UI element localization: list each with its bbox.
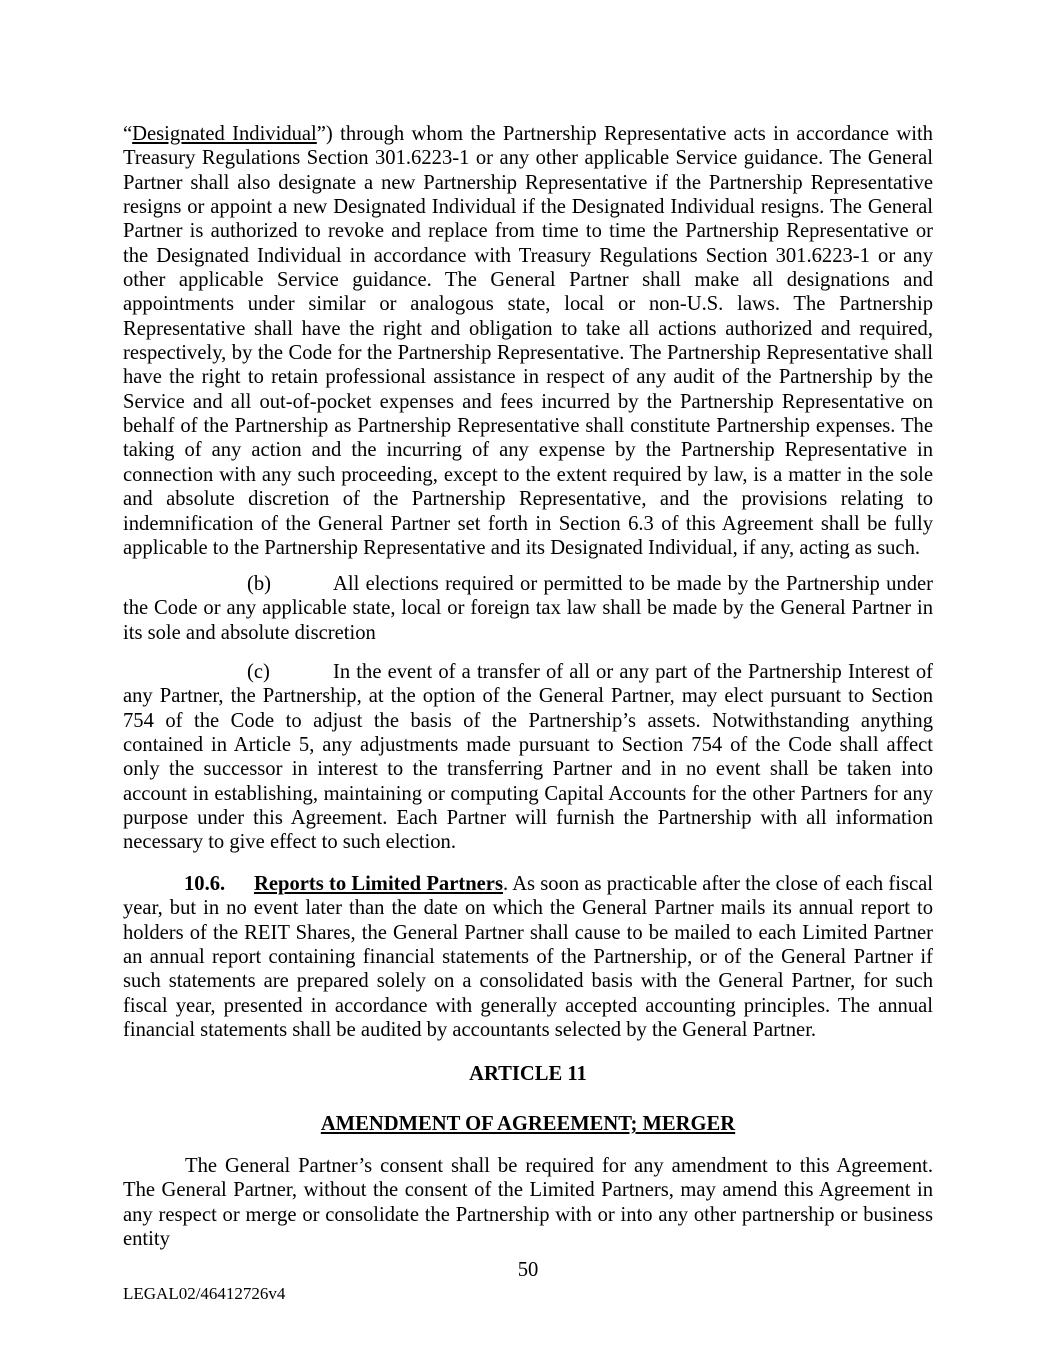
paragraph-article-11: The General Partner’s consent shall be required for any amendment to this Agreement. The General Partner, without the consent of the Limited Partners, may amend this Agreement in any respect or merge or consolidate the Partnership with or into any other partnership or business entity (123, 1155, 933, 1251)
paragraph-continuation (123, 122, 933, 560)
article-11-title: ARTICLE 11 (469, 1063, 587, 1085)
section-10-6-text: . As soon as practicable after the close of each fiscal year, but in no event later than the date on which the General Partner mails its annual report to holders of the REIT Shares, the General Partner shall cause to be mailed to each Limited Partner an annual report containing financial statements of the Partnership, or of the General Partner if such statements are prepared solely on a consolidated basis with the General Partner, for such fiscal year, presented in accordance with generally accepted accounting principles. The annual financial statements shall be audited by accountants selected by the General Partner. (123, 873, 933, 1042)
clause-b-text: All elections required or permitted to be made by the Partnership under the Code or any applicable state, local or foreign tax law shall be made by the General Partner in its sole and absolute discretion (123, 573, 933, 644)
clause-c-label: (c) (247, 661, 270, 683)
clause-b-label: (b) (247, 573, 272, 595)
section-10-6-number: 10.6. (184, 873, 226, 895)
paragraph-clause-b (123, 572, 933, 645)
clause-c-text: In the event of a transfer of all or any part of the Partnership Interest of any Partner, the Partnership, at the option of the General Partner, may elect pursuant to Section 754 of the Code to adjust the basis of the Partnership’s assets. Notwithstanding anything contained in Article 5, any adjustments made pursuant to Section 754 of the Code shall affect only the successor in interest to the transferring Partner and in no event shall be taken into account in establishing, maintaining or computing Capital Accounts for the other Partners for any purpose under this Agreement. Each Partner will furnish the Partnership with all information necessary to give effect to such election. (123, 661, 933, 854)
paragraph-clause-c (123, 660, 933, 855)
defined-term: Designated Individual (132, 123, 317, 145)
paragraph-section-10-6 (123, 872, 933, 1042)
article-11-heading (123, 1112, 933, 1136)
paragraph-continuation-text: ”) through whom the Partnership Representative acts in accordance with Treasury Regulations Section 301.6223-1 or any other applicable Service guidance. The General Partner shall also designate a new Partnership Representative if the Partnership Representative resigns or appoint a new Designated Individual if the Designated Individual resigns. The General Partner is authorized to revoke and replace from time to time the Partnership Representative or the Designated Individual in accordance with Treasury Regulations Section 301.6223-1 or any other applicable Service guidance. The General Partner shall make all designations and appointments under similar or analogous state, local or non-U.S. laws. The Partnership Representative shall have the right and obligation to take all actions authorized and required, respectively, by the Code for the Partnership Representative. The Partnership Representative shall have the right to retain professional assistance in respect of any audit of the Partnership by the Service and all out-of-pocket expenses and fees incurred by the Partnership Representative on behalf of the Partnership as Partnership Representative shall constitute Partnership expenses. The taking of any action and the incurring of any expense by the Partnership Representative in connection with any such proceeding, except to the extent required by law, is a matter in the sole and absolute discretion of the Partnership Representative, and the provisions relating to indemnification of the General Partner set forth in Section 6.3 of this Agreement shall be fully applicable to the Partnership Representative and its Designated Individual, if any, acting as such. (123, 123, 933, 559)
open-quote: “ (123, 123, 133, 145)
article-11-heading-text: AMENDMENT OF AGREEMENT; MERGER (320, 1113, 736, 1135)
page-number: 50 (517, 1259, 539, 1281)
footer-document-id: LEGAL02/46412726v4 (123, 1284, 286, 1303)
section-10-6-heading: Reports to Limited Partners (254, 873, 503, 895)
